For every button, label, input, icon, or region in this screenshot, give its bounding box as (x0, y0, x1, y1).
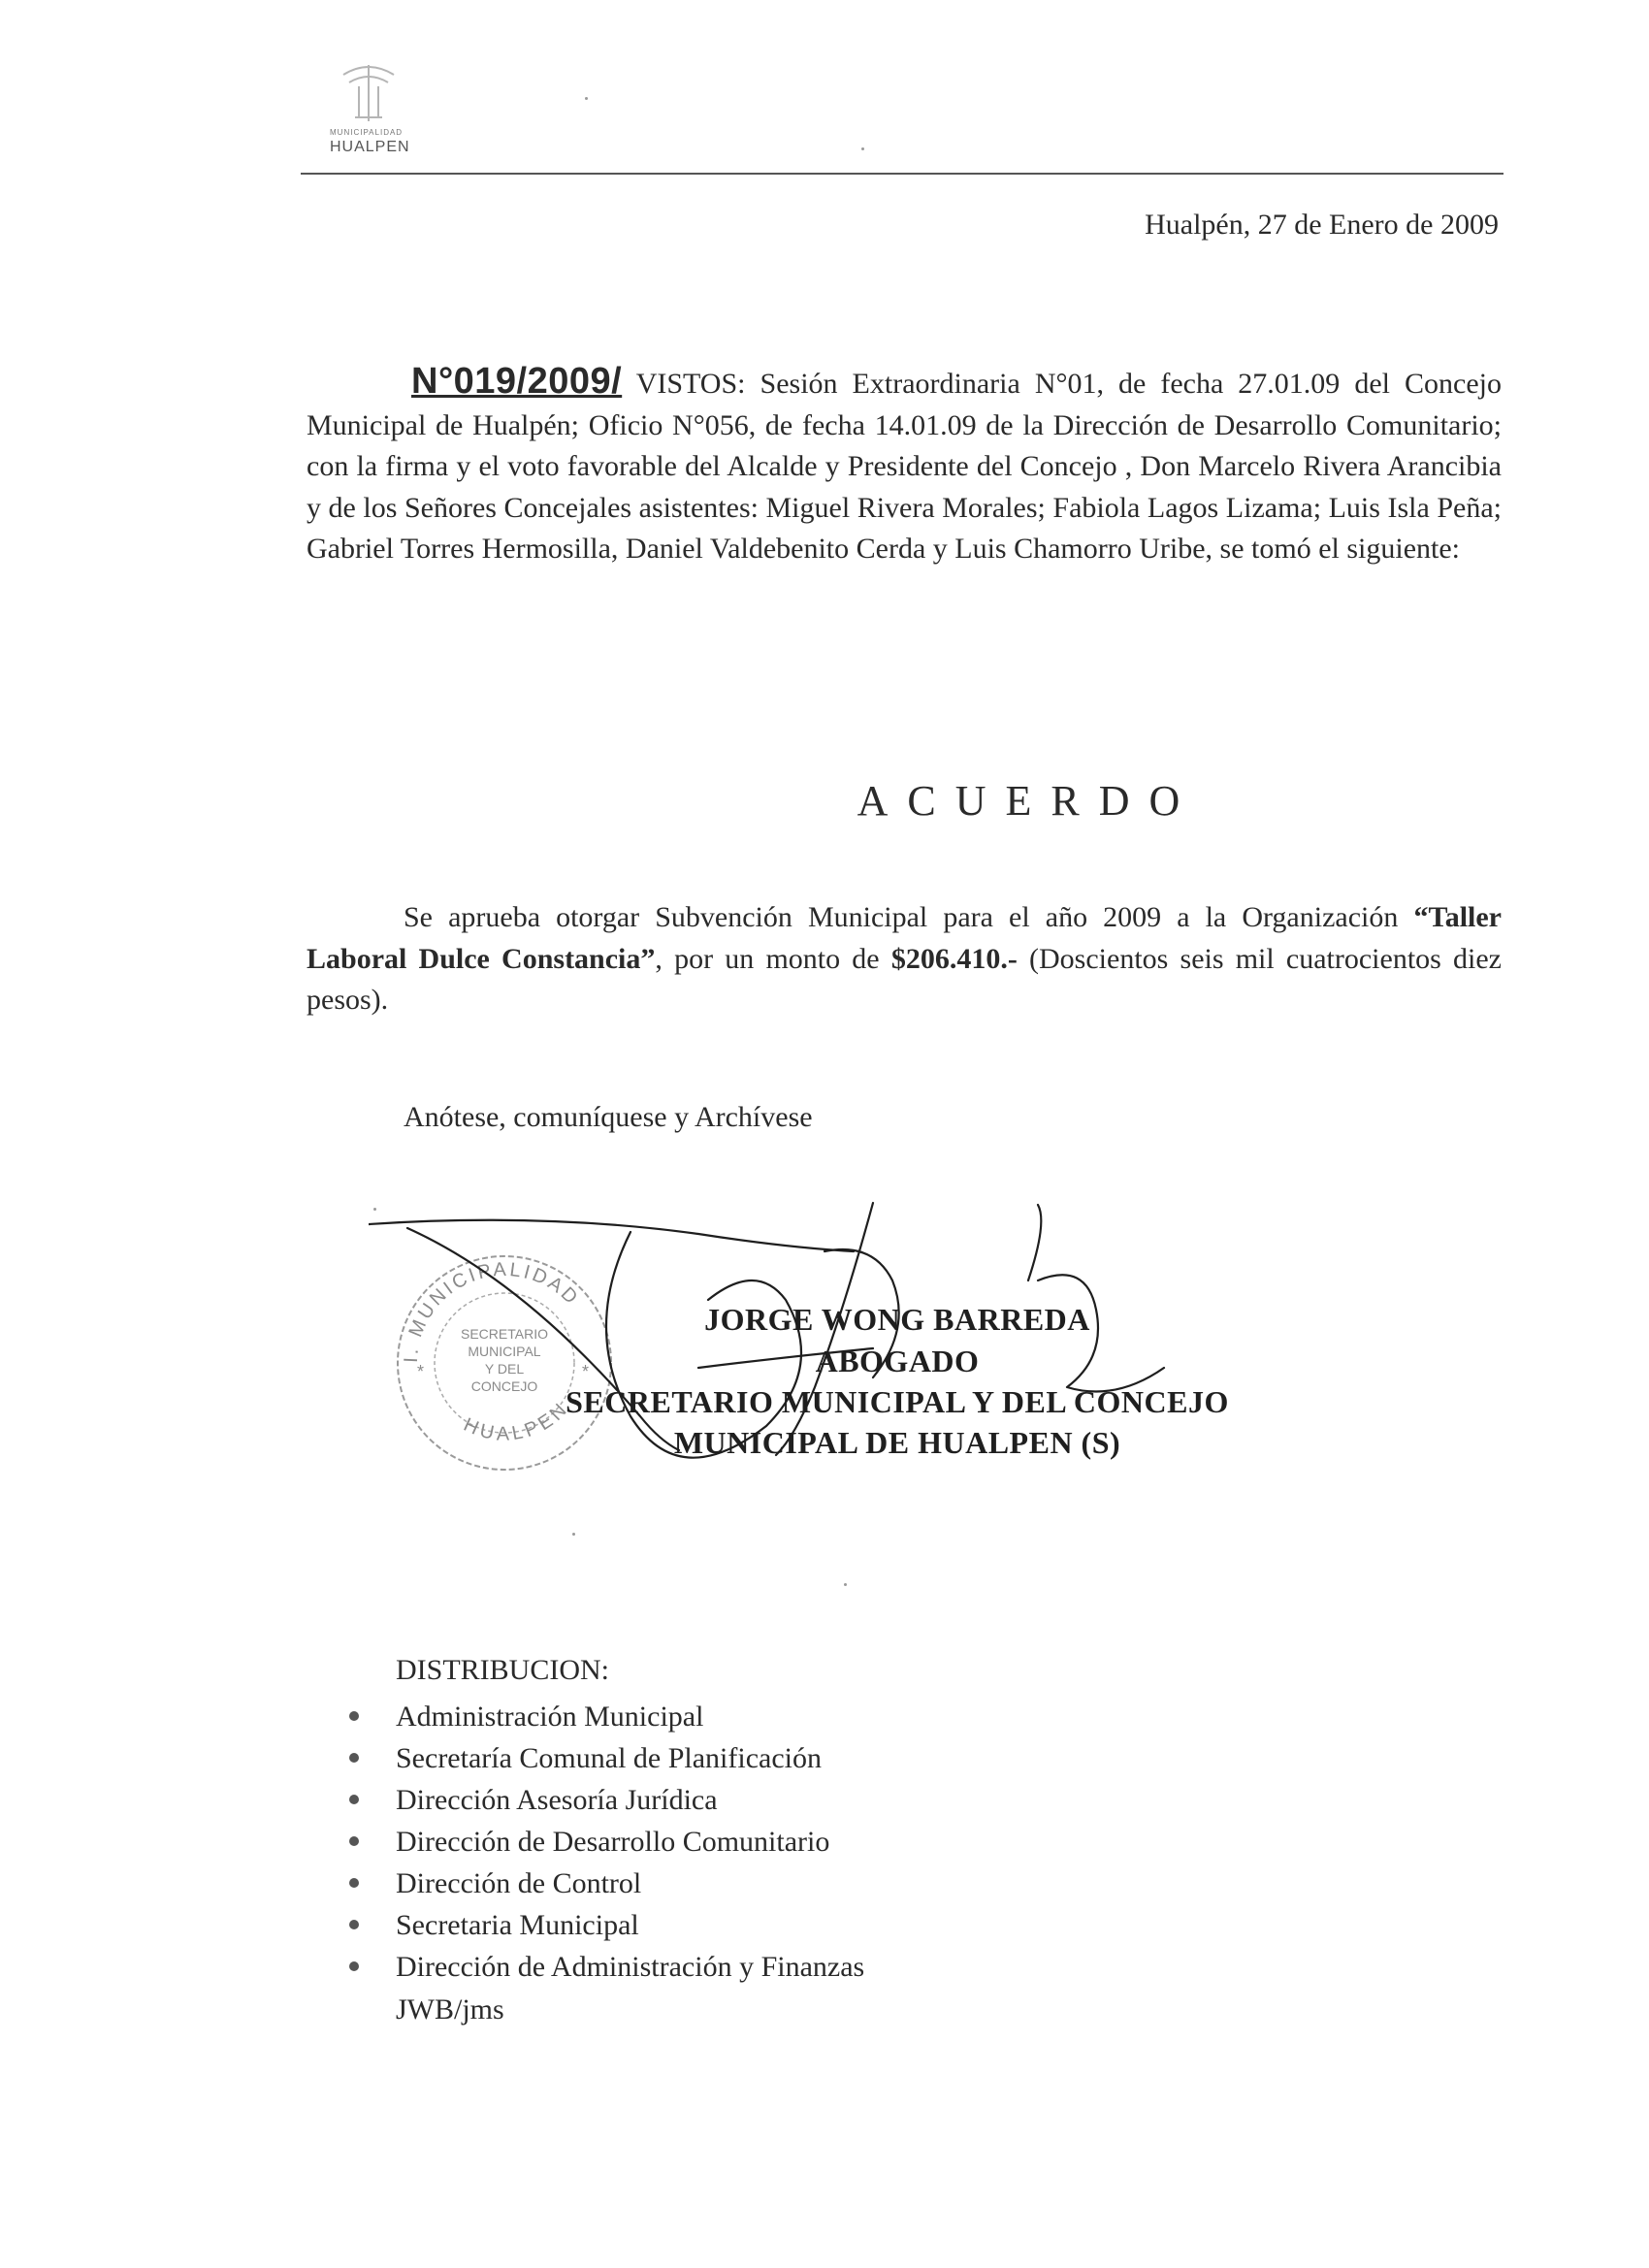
signatory-role-2: MUNICIPAL DE HUALPEN (S) (673, 1425, 1121, 1460)
logo-name: HUALPEN (330, 139, 410, 155)
list-item: Dirección de Administración y Finanzas (349, 1946, 864, 1988)
stamp-line-2: MUNICIPAL (468, 1344, 541, 1359)
header-rule (301, 173, 1504, 175)
bullet-icon (349, 1795, 359, 1804)
scan-speck (585, 97, 588, 100)
handwritten-signature (369, 1193, 1203, 1504)
bullet-icon (349, 1711, 359, 1721)
signatory-name: JORGE WONG BARREDA (704, 1302, 1090, 1337)
scan-speck (373, 1208, 376, 1211)
scan-speck (861, 147, 864, 150)
bullet-icon (349, 1961, 359, 1971)
agreement-paragraph (307, 897, 1502, 1021)
list-item: Administración Municipal (349, 1696, 864, 1737)
list-item: Dirección de Desarrollo Comunitario (349, 1821, 864, 1863)
scan-speck (844, 1583, 847, 1586)
distribution-list (349, 1696, 864, 1988)
stamp-line-4: CONCEJO (470, 1378, 538, 1394)
signatory-role-1: SECRETARIO MUNICIPAL Y DEL CONCEJO (566, 1384, 1229, 1419)
subsidy-amount: $206.410.- (890, 942, 1018, 975)
bullet-icon (349, 1878, 359, 1888)
document-date: Hualpén, 27 de Enero de 2009 (1145, 209, 1499, 241)
agreement-heading: ACUERDO (857, 777, 1200, 825)
list-item: Secretaria Municipal (349, 1904, 864, 1946)
list-item: Secretaría Comunal de Planificación (349, 1737, 864, 1779)
logo-caption: MUNICIPALIDAD (330, 128, 404, 137)
stamp-ring-text: I. MUNICIPALIDAD (400, 1258, 584, 1364)
agreement-text-3: (Doscientos seis mil cuatrocientos diez pesos). (307, 942, 1502, 1016)
vistos-paragraph (307, 361, 1502, 570)
bullet-icon (349, 1753, 359, 1763)
stamp-line-1: SECRETARIO (461, 1326, 548, 1342)
stamp-line-3: Y DEL (484, 1361, 525, 1377)
signatory-title: ABOGADO (815, 1344, 980, 1378)
agreement-text-1: Se aprueba otorgar Subvención Municipal para el año 2009 a la Organización (404, 901, 1414, 933)
svg-text:*: * (582, 1362, 590, 1381)
list-item: Dirección de Control (349, 1863, 864, 1904)
decree-number: N°019/2009/ (411, 361, 623, 402)
distribution-title: DISTRIBUCION: (396, 1654, 610, 1686)
svg-text:*: * (417, 1362, 425, 1381)
bullet-icon (349, 1836, 359, 1846)
scan-speck (572, 1533, 575, 1536)
vistos-text: VISTOS: Sesión Extraordinaria N°01, de fecha 27.01.09 del Concejo Municipal de Hualpén; Oficio N°056, de fecha 14.01.09 de la Dirección de Desarrollo Comunitario; con la firma y el voto favorable del Alcalde y Presidente del Concejo , Don Marcelo Rivera Arancibia y de los Señores Concejales asistentes: Miguel Rivera Morales; Fabiola Lagos Lizama; Luis Isla Peña; Gabriel Torres Hermosilla, Daniel Valdebenito Cerda y Luis Chamorro Uribe, se tomó el siguiente: (307, 368, 1502, 565)
municipality-logo (330, 53, 407, 126)
closing-formula: Anótese, comuníquese y Archívese (404, 1101, 813, 1133)
author-initials: JWB/jms (396, 1993, 504, 2025)
list-item: Dirección Asesoría Jurídica (349, 1779, 864, 1821)
agreement-text-2: , por un monto de (655, 942, 891, 975)
stamp-bottom-text: HUALPEN (460, 1397, 574, 1445)
organization-name: “Taller Laboral Dulce Constancia” (307, 901, 1502, 975)
bullet-icon (349, 1920, 359, 1929)
